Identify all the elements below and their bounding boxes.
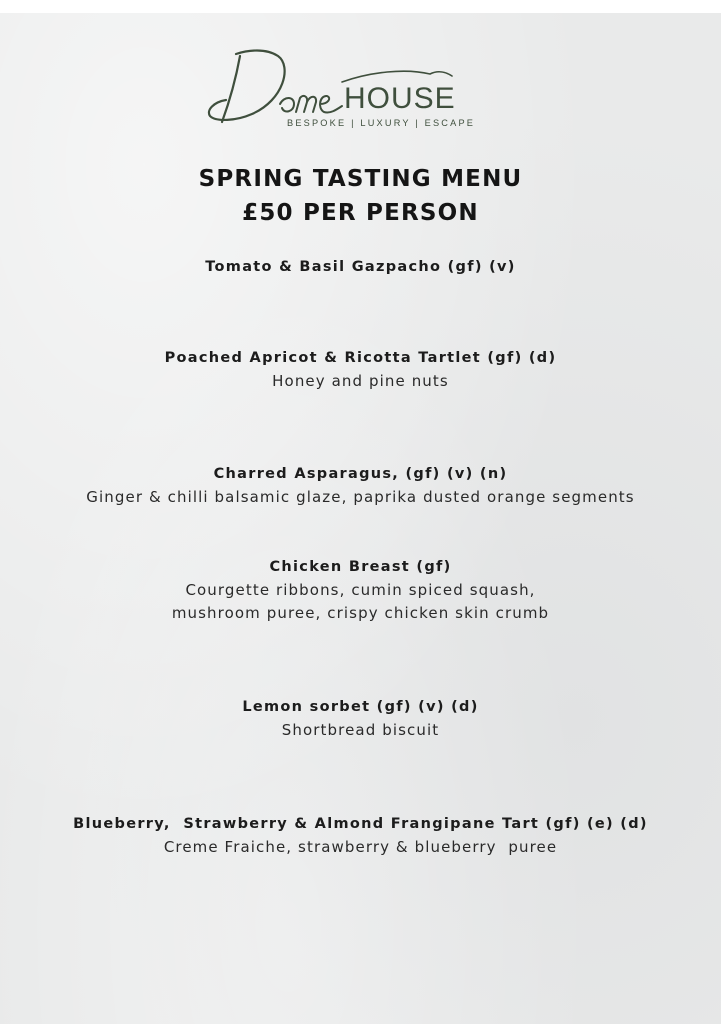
course-tartlet xyxy=(0,347,721,393)
course-name: Lemon sorbet (gf) (v) (d) xyxy=(242,699,479,715)
course-asparagus xyxy=(0,463,721,509)
course-frangipane xyxy=(0,813,721,859)
course-description: Creme Fraiche, strawberry & blueberry puree xyxy=(163,838,558,856)
menu-page xyxy=(0,13,721,1024)
course-name: Blueberry, Strawberry & Almond Frangipane Tart (gf) (e) (d) xyxy=(73,816,648,832)
course-gazpacho xyxy=(0,256,721,279)
logo-tagline: BESPOKE | LUXURY | ESCAPE xyxy=(287,118,476,128)
menu-price: £50 PER PERSON xyxy=(242,200,479,226)
course-chicken xyxy=(0,556,721,625)
course-description: Ginger & chilli balsamic glaze, paprika dusted orange segments xyxy=(86,488,635,506)
course-description: Honey and pine nuts xyxy=(272,372,449,390)
dome-house-logo xyxy=(200,42,510,134)
logo-word: HOUSE xyxy=(344,82,456,115)
course-description: Shortbread biscuit xyxy=(281,721,440,739)
course-name: Tomato & Basil Gazpacho (gf) (v) xyxy=(205,259,516,275)
course-name: Chicken Breast (gf) xyxy=(269,559,452,575)
course-description: Courgette ribbons, cumin spiced squash, mushroom puree, crispy chicken skin crumb xyxy=(171,581,550,622)
menu-title: SPRING TASTING MENU xyxy=(198,166,523,192)
course-name: Poached Apricot & Ricotta Tartlet (gf) (d) xyxy=(164,350,557,366)
course-sorbet xyxy=(0,696,721,742)
course-name: Charred Asparagus, (gf) (v) (n) xyxy=(213,466,508,482)
